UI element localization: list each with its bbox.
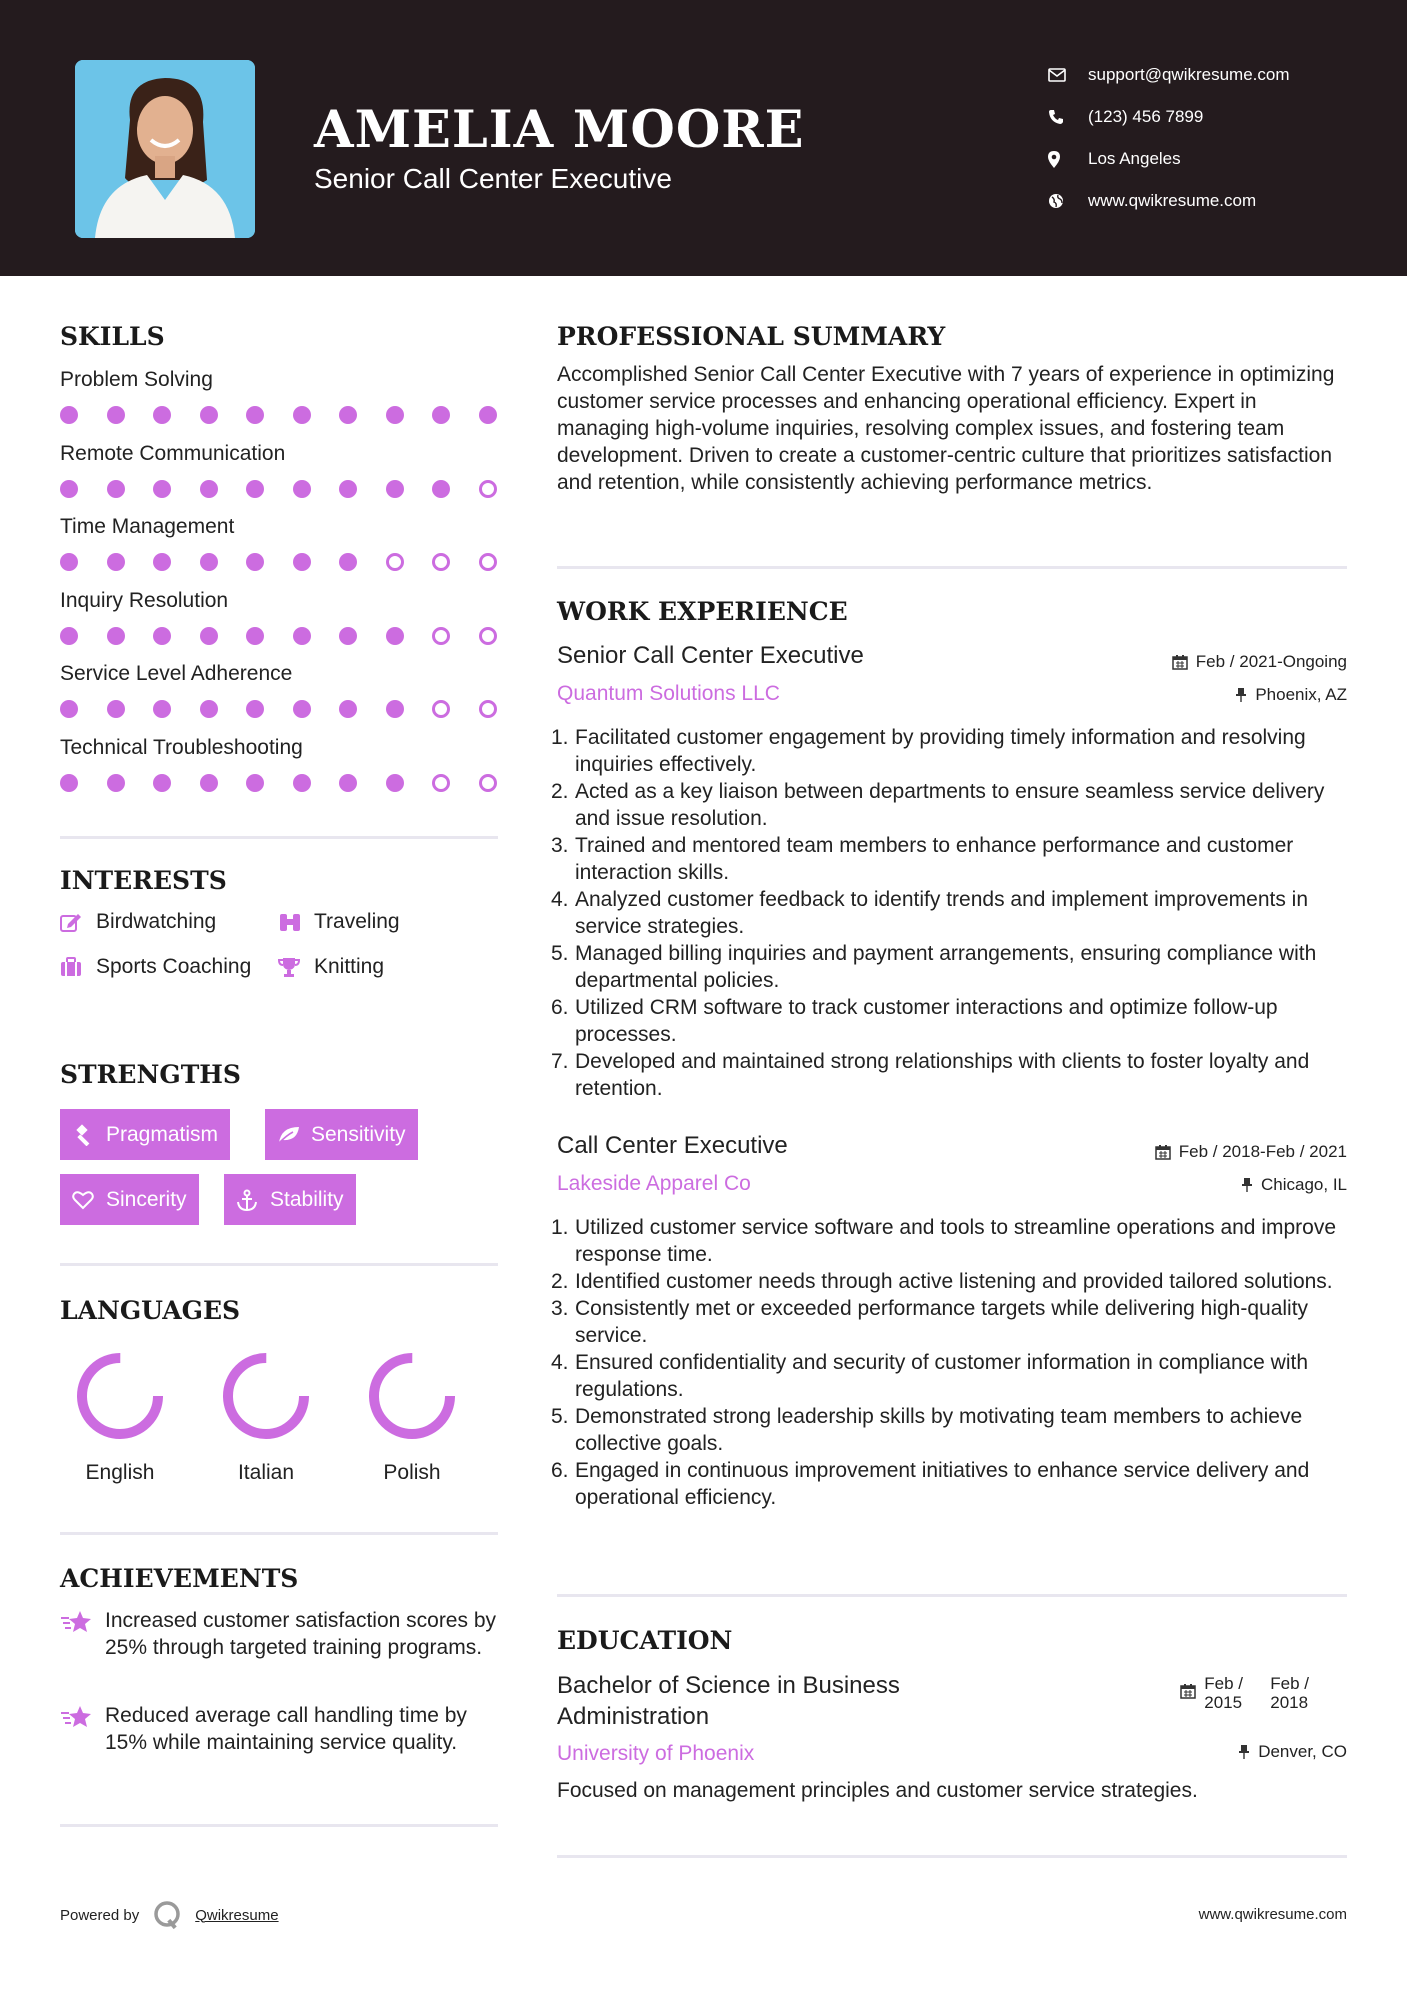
- rating-dot-filled: [153, 480, 171, 498]
- rating-dot-filled: [293, 406, 311, 424]
- company-name: Quantum Solutions LLC: [557, 682, 780, 705]
- job-location: [1235, 685, 1347, 705]
- rating-dot-filled: [153, 406, 171, 424]
- rating-dot-filled: [246, 553, 264, 571]
- star-icon: [60, 1609, 94, 1640]
- qwikresume-link[interactable]: Qwikresume: [195, 1906, 279, 1924]
- skill-item: [60, 515, 500, 539]
- rating-dot-filled: [107, 627, 125, 645]
- bullet-item: 3. Consistently met or exceeded performance targets while delivering high-quality service.: [551, 1297, 1309, 1347]
- pencil-square-icon: [60, 912, 96, 932]
- job-bullets: [551, 1214, 1347, 1511]
- education-location: [1238, 1742, 1347, 1762]
- achievement-text: Reduced average call handling time by 15% while maintaining service quality.: [105, 1704, 467, 1754]
- skill-rating: [60, 406, 500, 426]
- rating-dot-filled: [386, 700, 404, 718]
- language-item: [60, 1346, 180, 1485]
- interest-label: Knitting: [314, 955, 385, 978]
- rating-dot-filled: [293, 700, 311, 718]
- job-location: [1241, 1175, 1347, 1195]
- rating-dot-empty: [386, 553, 404, 571]
- bullet-item: 1. Utilized customer service software and tools to streamline operations and improve response time.: [551, 1216, 1337, 1266]
- leaf-icon: [277, 1125, 311, 1145]
- rating-dot-filled: [60, 627, 78, 645]
- rating-dot-empty: [479, 700, 497, 718]
- skill-item: [60, 368, 500, 392]
- candidate-name: AMELIA MOORE: [314, 100, 805, 160]
- education-section: [557, 1626, 1347, 1655]
- contact-list: [1048, 54, 1290, 222]
- bullet-item: 4. Analyzed customer feedback to identify trends and implement improvements in service strategies.: [551, 888, 1309, 938]
- binoculars-icon: [278, 912, 314, 932]
- rating-dot-filled: [200, 774, 218, 792]
- section-divider: [60, 1263, 498, 1266]
- strength-chip: [60, 1109, 230, 1160]
- rating-dot-empty: [432, 627, 450, 645]
- languages-heading: LANGUAGES: [60, 1296, 241, 1325]
- language-item: [352, 1346, 472, 1485]
- job-entry: [551, 642, 1347, 1102]
- strength-chip: [60, 1174, 199, 1225]
- skills-section: [60, 322, 498, 351]
- job-dates-text: Feb / 2021-Ongoing: [1195, 652, 1347, 671]
- experience-heading: WORK EXPERIENCE: [557, 597, 848, 626]
- briefcase-icon: [60, 957, 96, 977]
- rating-dot-filled: [107, 774, 125, 792]
- rating-dot-filled: [339, 553, 357, 571]
- rating-dot-filled: [293, 774, 311, 792]
- job-dates: [1172, 652, 1347, 672]
- trophy-icon: [278, 957, 314, 977]
- skill-rating: [60, 774, 500, 794]
- interests-heading: INTERESTS: [60, 866, 227, 895]
- education-end-date: Feb / 2018: [1270, 1674, 1309, 1712]
- strengths-heading: STRENGTHS: [60, 1060, 241, 1089]
- summary-section: [557, 322, 1347, 496]
- skill-name: Remote Communication: [60, 441, 286, 465]
- interest-item: [60, 910, 216, 934]
- calendar-icon: [1180, 1683, 1196, 1699]
- rating-dot-filled: [339, 627, 357, 645]
- strength-label: Stability: [270, 1187, 344, 1211]
- interest-label: Sports Coaching: [96, 955, 252, 978]
- skill-name: Time Management: [60, 515, 235, 538]
- bullet-item: 5. Managed billing inquiries and payment arrangements, ensuring compliance with departmental policies.: [551, 942, 1317, 992]
- company-name: Lakeside Apparel Co: [557, 1172, 751, 1195]
- interest-item: [278, 955, 384, 979]
- skill-rating: [60, 480, 500, 500]
- rating-dot-empty: [432, 553, 450, 571]
- location-pin-icon: [1048, 151, 1088, 168]
- interests-section: [60, 866, 498, 895]
- job-location-text: Chicago, IL: [1261, 1175, 1347, 1194]
- achievements-section: [60, 1564, 498, 1593]
- contact-email[interactable]: [1048, 54, 1290, 96]
- rating-dot-filled: [153, 553, 171, 571]
- rating-dot-filled: [386, 774, 404, 792]
- rating-dot-filled: [293, 480, 311, 498]
- rating-dot-filled: [200, 480, 218, 498]
- skill-rating: [60, 627, 500, 647]
- job-title: Call Center Executive: [557, 1132, 788, 1159]
- bullet-item: 6. Engaged in continuous improvement initiatives to enhance service delivery and operational efficiency.: [551, 1459, 1310, 1509]
- strength-label: Sensitivity: [311, 1122, 406, 1146]
- interests-list: [60, 908, 498, 988]
- interest-label: Birdwatching: [96, 910, 217, 933]
- skill-name: Inquiry Resolution: [60, 588, 229, 612]
- languages-list: [60, 1346, 498, 1486]
- contact-website-text: www.qwikresume.com: [1088, 191, 1257, 210]
- skill-item: [60, 589, 500, 613]
- proficiency-arc: [374, 1358, 450, 1434]
- pushpin-icon: [1241, 1177, 1253, 1193]
- rating-dot-filled: [153, 774, 171, 792]
- rating-dot-filled: [153, 700, 171, 718]
- rating-dot-empty: [432, 700, 450, 718]
- calendar-icon: [1155, 1144, 1171, 1160]
- job-title: Senior Call Center Executive: [557, 642, 864, 669]
- skill-name: Technical Troubleshooting: [60, 735, 303, 759]
- contact-phone[interactable]: [1048, 96, 1290, 138]
- rating-dot-filled: [246, 406, 264, 424]
- rating-dot-filled: [339, 700, 357, 718]
- gavel-icon: [72, 1124, 106, 1146]
- rating-dot-filled: [339, 480, 357, 498]
- language-name: Italian: [237, 1461, 295, 1484]
- proficiency-arc: [228, 1358, 304, 1434]
- bullet-item: 5. Demonstrated strong leadership skills by motivating team members to achieve collective goals.: [551, 1405, 1303, 1455]
- rating-dot-filled: [107, 480, 125, 498]
- summary-heading: PROFESSIONAL SUMMARY: [557, 322, 946, 351]
- bullet-item: 2. Identified customer needs through active listening and provided tailored solutions.: [551, 1270, 1333, 1293]
- interest-item: [60, 955, 251, 979]
- education-start-date: Feb / 2015: [1204, 1674, 1243, 1712]
- rating-dot-filled: [479, 406, 497, 424]
- education-location-text: Denver, CO: [1258, 1742, 1347, 1761]
- rating-dot-filled: [200, 406, 218, 424]
- bullet-item: 2. Acted as a key liaison between departments to ensure seamless service delivery and issue resolution.: [551, 780, 1325, 830]
- strengths-list: [60, 1109, 498, 1229]
- pushpin-icon: [1238, 1744, 1250, 1760]
- skill-item: [60, 662, 500, 686]
- education-heading: EDUCATION: [557, 1626, 733, 1655]
- rating-dot-filled: [432, 480, 450, 498]
- skill-item: [60, 442, 500, 466]
- rating-dot-filled: [246, 700, 264, 718]
- section-divider: [557, 1594, 1347, 1597]
- rating-dot-filled: [339, 774, 357, 792]
- section-divider: [60, 1824, 498, 1827]
- anchor-icon: [236, 1189, 270, 1211]
- powered-by-label: Powered by: [60, 1906, 140, 1924]
- rating-dot-filled: [246, 774, 264, 792]
- job-location-text: Phoenix, AZ: [1255, 685, 1347, 704]
- rating-dot-filled: [246, 480, 264, 498]
- achievements-heading: ACHIEVEMENTS: [60, 1564, 299, 1593]
- qwikresume-logo-icon: [153, 1900, 183, 1930]
- rating-dot-filled: [107, 406, 125, 424]
- job-entry: [551, 1132, 1347, 1552]
- contact-location-text: Los Angeles: [1088, 149, 1181, 168]
- skill-name: Problem Solving: [60, 368, 213, 391]
- rating-dot-empty: [432, 774, 450, 792]
- rating-dot-filled: [60, 406, 78, 424]
- section-divider: [60, 1532, 498, 1535]
- rating-dot-filled: [293, 553, 311, 571]
- strength-label: Sincerity: [106, 1187, 187, 1211]
- job-dates: [1155, 1142, 1347, 1162]
- achievements-list: [60, 1607, 498, 1787]
- education-description: Focused on management principles and customer service strategies.: [557, 1779, 1198, 1802]
- rating-dot-filled: [153, 627, 171, 645]
- skill-item: [60, 736, 500, 760]
- languages-section: [60, 1296, 498, 1325]
- resume-header: [0, 0, 1407, 276]
- language-proficiency-ring: [362, 1346, 462, 1446]
- pushpin-icon: [1235, 687, 1247, 703]
- rating-dot-filled: [60, 553, 78, 571]
- skills-list: [60, 368, 498, 798]
- rating-dot-filled: [60, 480, 78, 498]
- rating-dot-filled: [339, 406, 357, 424]
- globe-icon: [1048, 193, 1088, 209]
- contact-location: [1048, 138, 1290, 180]
- summary-text: Accomplished Senior Call Center Executive with 7 years of experience in optimizing customer service processes and enhancing operational efficiency. Expert in managing high-volume inquiries, resolving complex issues, and fostering team development. Driven to create a customer-centric culture that prioritizes satisfaction and retention, while consistently achieving performance metrics.: [557, 363, 1335, 494]
- job-bullets: [551, 724, 1347, 1102]
- envelope-icon: [1048, 68, 1088, 82]
- contact-phone-text: (123) 456 7899: [1088, 107, 1204, 126]
- rating-dot-filled: [60, 700, 78, 718]
- rating-dot-filled: [60, 774, 78, 792]
- strength-chip: [265, 1109, 418, 1160]
- contact-email-text: support@qwikresume.com: [1088, 65, 1290, 84]
- rating-dot-filled: [246, 627, 264, 645]
- bullet-item: 6. Utilized CRM software to track customer interactions and optimize follow-up processes.: [551, 996, 1278, 1046]
- contact-website[interactable]: [1048, 180, 1290, 222]
- language-name: English: [85, 1461, 155, 1484]
- language-proficiency-ring: [216, 1346, 316, 1446]
- experience-section: [557, 597, 1347, 626]
- degree-line: Bachelor of Science in Business: [557, 1672, 900, 1699]
- footer-url[interactable]: www.qwikresume.com: [1198, 1906, 1347, 1923]
- strengths-section: [60, 1060, 498, 1089]
- star-icon: [60, 1704, 94, 1735]
- section-divider: [60, 836, 498, 839]
- rating-dot-filled: [386, 406, 404, 424]
- language-item: [206, 1346, 326, 1485]
- skill-name: Service Level Adherence: [60, 662, 293, 685]
- skill-rating: [60, 700, 500, 720]
- rating-dot-filled: [293, 627, 311, 645]
- school-name: University of Phoenix: [557, 1742, 755, 1765]
- education-dates: [1180, 1674, 1309, 1712]
- degree-line: Administration: [557, 1703, 710, 1730]
- rating-dot-empty: [479, 774, 497, 792]
- proficiency-arc: [82, 1358, 158, 1434]
- rating-dot-empty: [479, 553, 497, 571]
- rating-dot-filled: [200, 700, 218, 718]
- language-name: Polish: [383, 1461, 441, 1484]
- footer-powered-by: [60, 1900, 279, 1930]
- bullet-item: 7. Developed and maintained strong relationships with clients to foster loyalty and retention.: [551, 1050, 1310, 1100]
- rating-dot-filled: [200, 627, 218, 645]
- rating-dot-empty: [479, 480, 497, 498]
- rating-dot-filled: [200, 553, 218, 571]
- phone-icon: [1048, 109, 1088, 125]
- bullet-item: 3. Trained and mentored team members to enhance performance and customer interaction skills.: [551, 834, 1294, 884]
- skill-rating: [60, 553, 500, 573]
- rating-dot-filled: [386, 480, 404, 498]
- heart-icon: [72, 1190, 106, 1210]
- bullet-item: 1. Facilitated customer engagement by providing timely information and resolving inquiries effectively.: [551, 726, 1306, 776]
- strength-label: Pragmatism: [106, 1122, 219, 1146]
- achievement-text: Increased customer satisfaction scores by 25% through targeted training programs.: [105, 1609, 497, 1659]
- section-divider: [557, 566, 1347, 569]
- rating-dot-filled: [432, 406, 450, 424]
- interest-label: Traveling: [314, 910, 400, 933]
- candidate-title: Senior Call Center Executive: [314, 163, 672, 194]
- section-divider: [557, 1855, 1347, 1858]
- rating-dot-filled: [107, 700, 125, 718]
- strength-chip: [224, 1174, 356, 1225]
- skills-heading: SKILLS: [60, 322, 165, 351]
- profile-photo: [75, 60, 255, 238]
- rating-dot-empty: [479, 627, 497, 645]
- interest-item: [278, 910, 400, 934]
- language-proficiency-ring: [70, 1346, 170, 1446]
- calendar-icon: [1172, 654, 1188, 670]
- rating-dot-filled: [107, 553, 125, 571]
- rating-dot-filled: [386, 627, 404, 645]
- bullet-item: 4. Ensured confidentiality and security of customer information in compliance with regulations.: [551, 1351, 1309, 1401]
- job-dates-text: Feb / 2018-Feb / 2021: [1178, 1142, 1347, 1161]
- education-entry: [557, 1670, 1347, 1810]
